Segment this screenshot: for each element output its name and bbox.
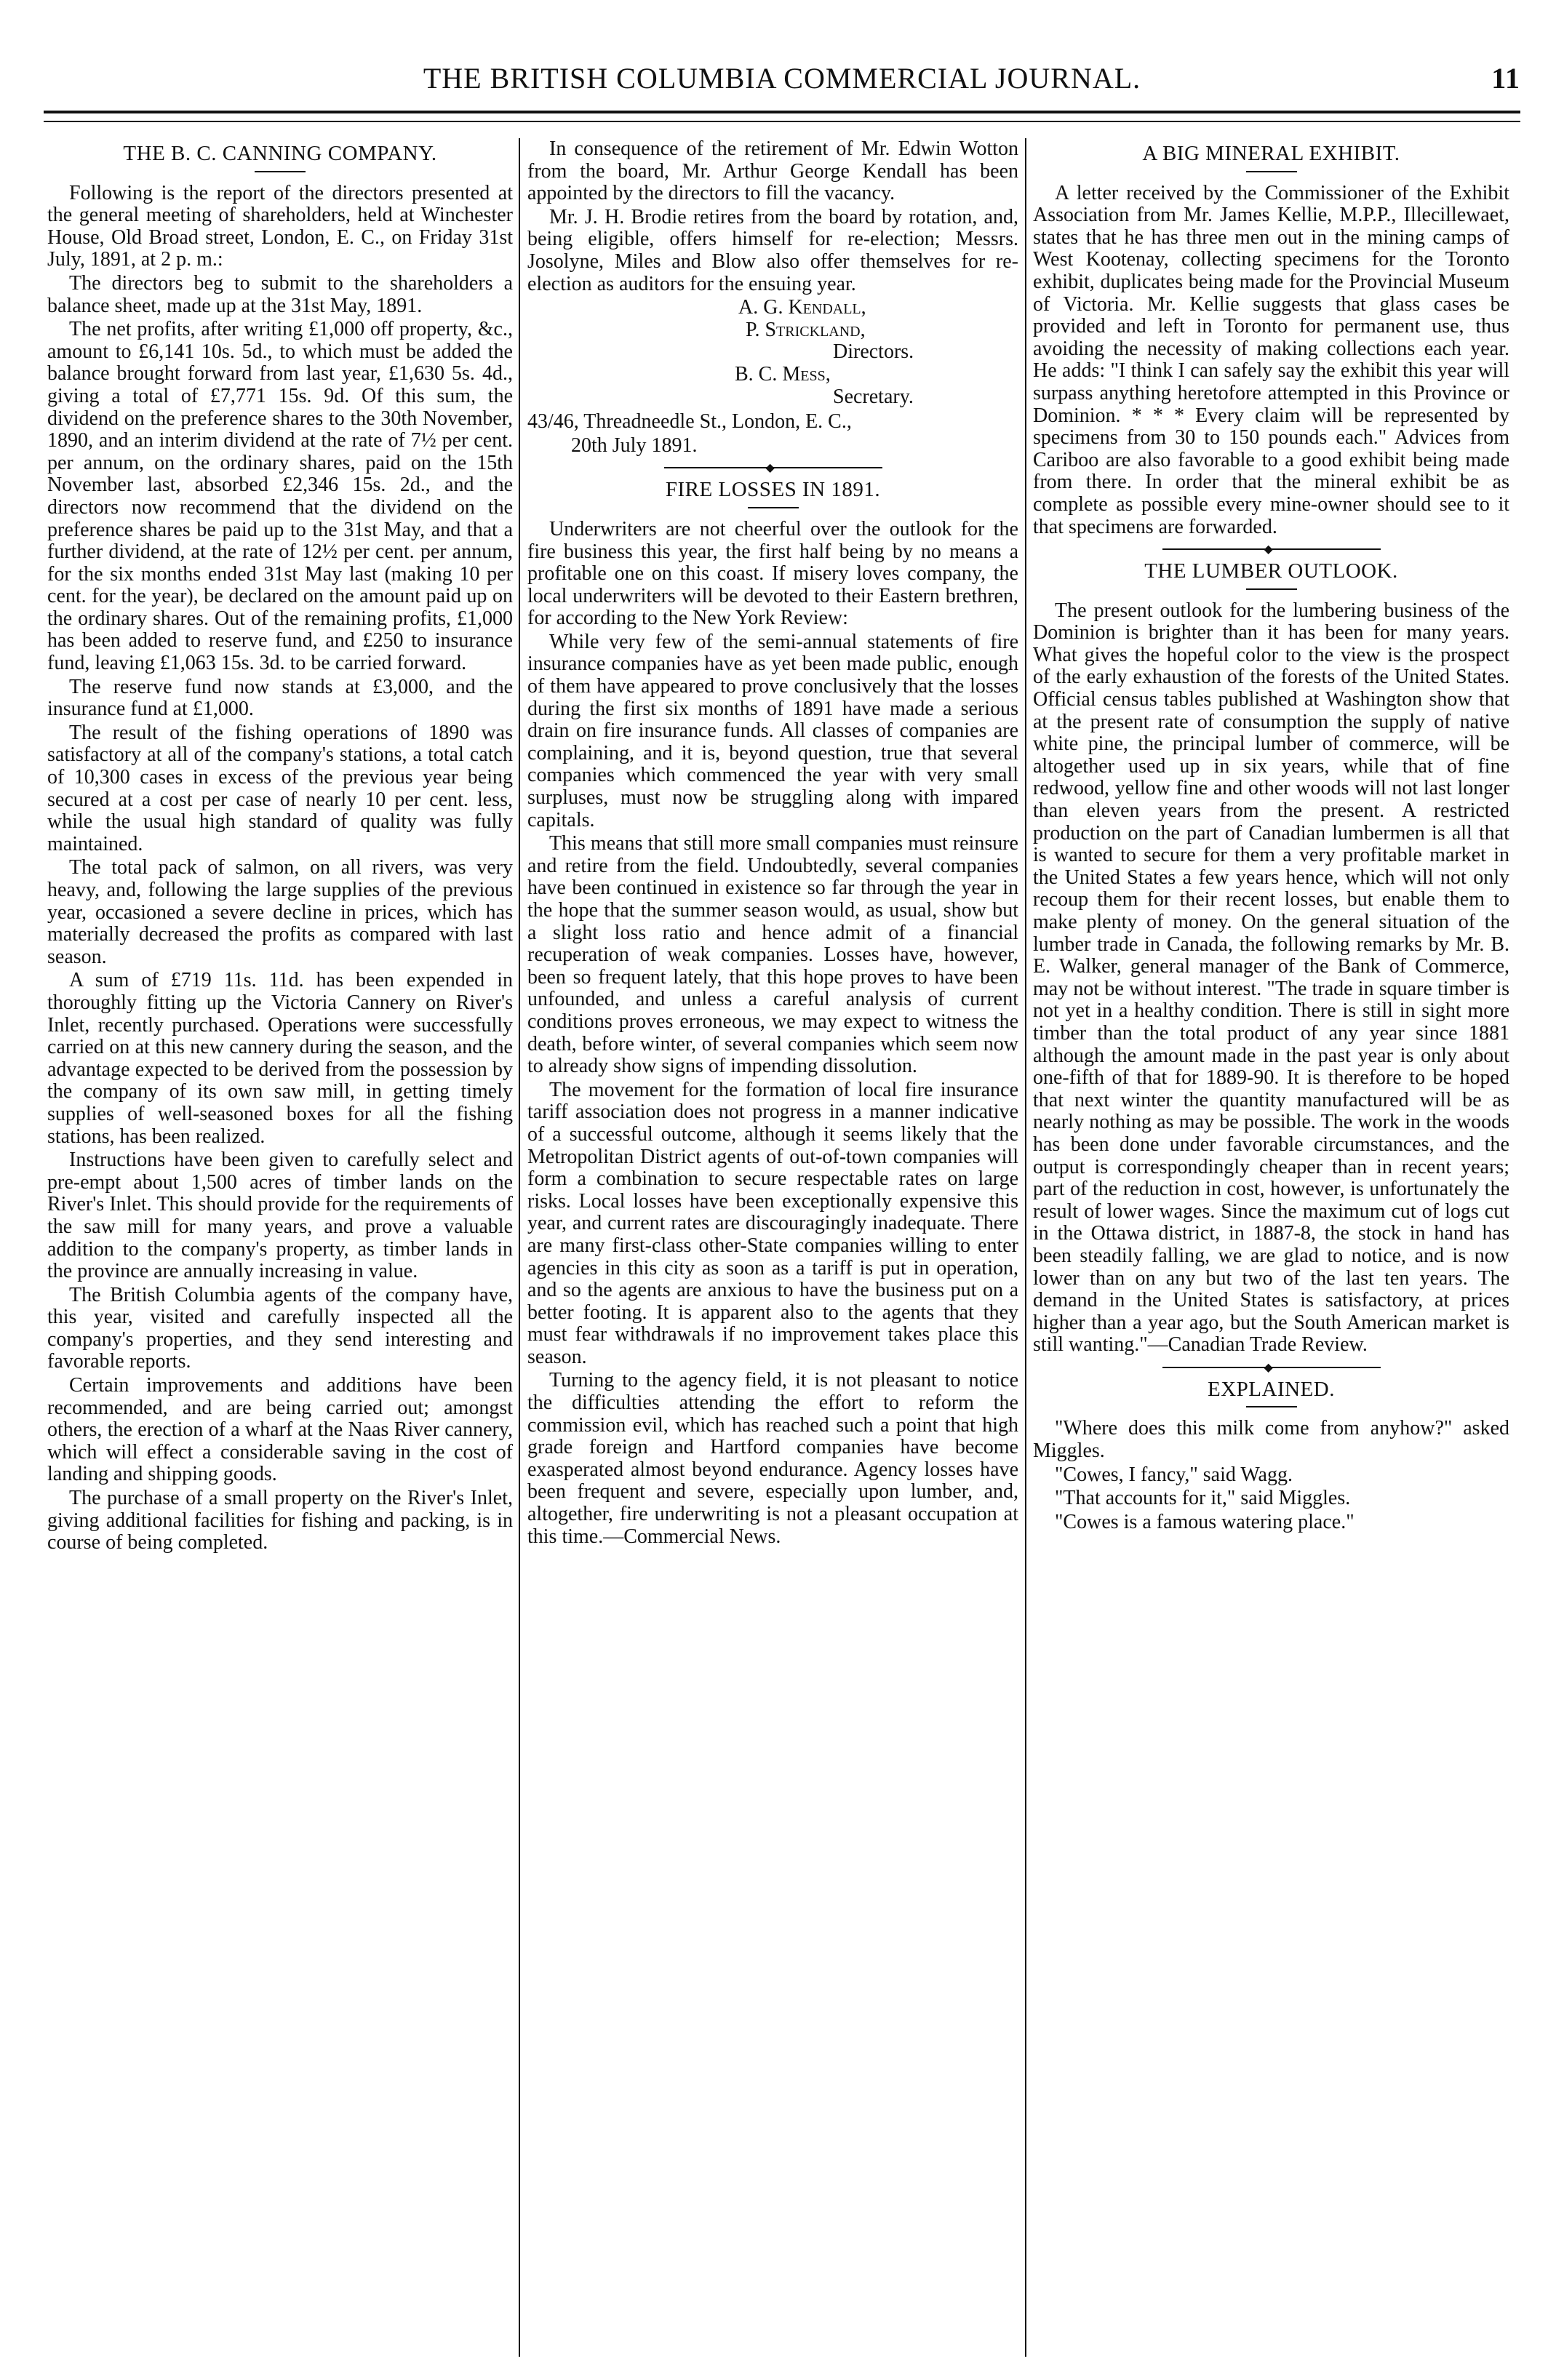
paragraph: Underwriters are not cheerful over the outlook for the fire business this year, the first half being by no means a profitable one on this coast. If misery loves company, the local underwriters will be devoted to their Eastern brethren, for according to the New York Review: bbox=[527, 517, 1018, 630]
paragraph: The British Columbia agents of the company have, this year, visited and carefully inspected all the company's properties, and they send interesting and favorable reports. bbox=[47, 1283, 513, 1373]
heading-dash bbox=[748, 507, 799, 508]
dialogue-line: "Where does this milk come from anyhow?" asked Miggles. bbox=[1033, 1417, 1509, 1463]
date-line: 20th July 1891. bbox=[571, 434, 698, 457]
paragraph: The movement for the formation of local fire insurance tariff association does not progress in a manner indicative of a successful outcome, although it seems likely that the Metropolitan District agents of out-of-town companies will form a combination to secure respectable rates on large risks. Local losses have been exceptionally expensive this year, and current rates are discouragingly inadequate. There are many first-class other-State companies willing to enter agencies in this city as soon as a tariff is put in operation, and so the agents are anxious to have the business put on a better footing. It is apparent also to the agents that they must fear withdrawals if no improvement takes place this season. bbox=[527, 1078, 1018, 1368]
paragraph: Turning to the agency field, it is not pleasant to notice the difficulties attending the effort to reform the commission evil, which has reached such a point that high grade foreign and Hartford companies have become exasperated almost beyond endurance. Agency losses have been frequent and severe, especially upon lumber, and, altogether, fire underwriting is not a pleasant occupation at this time.—Commercial News. bbox=[527, 1369, 1018, 1548]
masthead bbox=[44, 61, 1520, 105]
paragraph: Following is the report of the directors presented at the general meeting of shareholders, held at Winchester House, Old Broad street, London, E. C., on Friday 31st July, 1891, at 2 p. m.: bbox=[47, 181, 513, 271]
paragraph: The result of the fishing operations of 1890 was satisfactory at all of the company's stations, a total catch of 10,300 cases in excess of the previous year being secured at a cost per case of nearly 10 per cent. less, while the usual high standard of quality was fully maintained. bbox=[47, 721, 513, 855]
paragraph: While very few of the semi-annual statements of fire insurance companies have as yet been made public, enough of them have appeared to prove conclusively that the losses during the first six months of 1891 have made a serious drain on fire insurance funds. All classes of companies are complaining, and it is, beyond question, true that several companies which commenced the year with very small surpluses, must now be struggling along with impared capitals. bbox=[527, 630, 1018, 831]
paragraph: The directors beg to submit to the shareholders a balance sheet, made up at the 31st May, 1891. bbox=[47, 271, 513, 317]
signature-directors: Directors. bbox=[833, 340, 914, 364]
heading-dash bbox=[1246, 1406, 1297, 1407]
heading-dash bbox=[255, 171, 306, 172]
signature-strickland: P. Strickland, bbox=[746, 318, 866, 341]
section-separator bbox=[664, 467, 882, 468]
paragraph: Instructions have been given to carefully select and pre-empt about 1,500 acres of timber lands on the River's Inlet. This should provide for the requirements of the saw mill for many years, and prove a valuable addition to the company's property, as timber lands in the province are annually increasing in value. bbox=[47, 1149, 513, 1283]
dialogue-line: "Cowes is a famous watering place." bbox=[1055, 1510, 1354, 1533]
paragraph: A sum of £719 11s. 11d. has been expended in thoroughly fitting up the Victoria Cannery on River's Inlet, recently purchased. Operations were successfully carried on at this new cannery during the season, and the advantage expected to be derived from the possession by the company of its own saw mill, in getting timely supplies of well-seasoned boxes for all the fishing stations, has been realized. bbox=[47, 969, 513, 1148]
dialogue-line: "That accounts for it," said Miggles. bbox=[1055, 1487, 1351, 1510]
dialogue-line: "Cowes, I fancy," said Wagg. bbox=[1055, 1463, 1293, 1486]
heading-dash bbox=[1246, 171, 1297, 172]
column-divider bbox=[1025, 138, 1026, 2357]
paragraph: The net profits, after writing £1,000 off property, &c., amount to £6,141 10s. 5d., to which must be added the balance brought forward from last year, £1,630 5s. 4d., giving a total of £7,771 15s. 9d. Of this sum, the dividend on the preference shares to the 30th November, 1890, and an interim dividend at the rate of 7½ per cent. per annum, on the ordinary shares, paid on the 15th November last, absorbed £2,346 15s. 2d., and the directors now recommend that the dividend on the preference shares be paid up to the 31st May, and that a further dividend, at the rate of 12½ per cent. per annum, for the six months ended 31st May last (making 10 per cent. for the year), be declared on the amount paid up on the ordinary shares. Out of the remaining profits, £1,000 has been added to reserve fund, and £250 to insurance fund, leaving £1,063 15s. 3d. to be carried forward. bbox=[47, 318, 513, 675]
column-3 bbox=[1033, 138, 1509, 2357]
paragraph: The purchase of a small property on the River's Inlet, giving additional facilities for fishing and packing, is in course of being completed. bbox=[47, 1487, 513, 1554]
signature-secretary: Secretary. bbox=[833, 385, 914, 408]
article-heading-lumber: THE LUMBER OUTLOOK. bbox=[1144, 559, 1398, 583]
article-heading-mineral: A BIG MINERAL EXHIBIT. bbox=[1142, 142, 1400, 165]
paragraph: Mr. J. H. Brodie retires from the board by rotation, and, being eligible, offers himself for re-election; Messrs. Josolyne, Miles and Blow also offer themselves for re-election as auditors for the ensuing year. bbox=[527, 205, 1018, 295]
signature-mess: B. C. Mess, bbox=[735, 362, 831, 386]
signature-kendall: A. G. Kendall, bbox=[738, 296, 866, 319]
article-heading-canning: THE B. C. CANNING COMPANY. bbox=[123, 142, 437, 165]
article-heading-fire: FIRE LOSSES IN 1891. bbox=[665, 478, 881, 502]
paragraph: This means that still more small companies must reinsure and retire from the field. Undoubtedly, several companies have been continued in existence so far through the year in the hope that the summer season would, as usual, show but a slight loss ratio and hence admit of a financial recuperation of weak companies. Losses have, however, been so frequent lately, that this hope proves to have been unfounded, and unless a careful analysis of current conditions proves erroneous, we may expect to witness the death, before winter, of several companies which seem now to already show signs of impending dissolution. bbox=[527, 832, 1018, 1078]
page-number: 11 bbox=[1491, 62, 1520, 95]
paragraph: A letter received by the Commissioner of the Exhibit Association from Mr. James Kellie, M.P.P., Illecillewaet, states that he has three men out in the mining camps of West Kootenay, collecting specimens for the Toronto exhibit, duplicates being made for the Provincial Museum of Victoria. Mr. Kellie suggests that glass cases be provided and left in Toronto for permanent use, thus avoiding the necessity of making collections each year. He adds: "I think I can safely say the exhibit this year will surpass anything heretofore attempted in this Province or Dominion. * * * Every claim will be represented by specimens from 30 to 150 pounds each." Advices from Cariboo are also favorable to a good exhibit being made from there. In order that the mineral exhibit be as complete as possible every mine-owner should see to it that specimens are forwarded. bbox=[1033, 181, 1509, 538]
paragraph: Certain improvements and additions have been recommended, and are being carried out; amongst others, the erection of a wharf at the Naas River cannery, which will effect a considerable saving in the cost of landing and shipping goods. bbox=[47, 1374, 513, 1486]
paragraph: The present outlook for the lumbering business of the Dominion is brighter than it has been for many years. What gives the hopeful color to the view is the prospect of the early exhaustion of the forests of the United States. Official census tables published at Washington show that at the present rate of consumption the supply of native white pine, the principal lumber of commerce, will be altogether used up in six years, while that of fine redwood, yellow fine and other woods will not last longer than eleven years from the present. A restricted production on the part of Canadian lumbermen is all that is wanted to secure for them a very profitable market in the United States a few years hence, which will not only recoup them for their recent losses, but enable them to make plenty of money. On the general situation of the lumber trade in Canada, the following remarks by Mr. B. E. Walker, general manager of the Bank of Commerce, may not be without interest. "The trade in square timber is not yet in a healthy condition. There is still in sight more timber than the total product of any year since 1881 although the amount made in the past year is only about one-fifth of that for 1889-90. It is therefore to be hoped that next winter the quantity manufactured will be as nearly nothing as may be possible. The work in the woods has been done under favorable circumstances, and the output is correspondingly cheaper than in recent years; part of the reduction in cost, however, is unfortunately the result of lower wages. Since the maximum cut of logs cut in the Ottawa district, in 1887-8, the stock in hand has been steadily falling, we are glad to notice, and is now lower than on any but two of the last ten years. The demand in the United States is satisfactory, at prices higher than a year ago, but the South American market is still wanting."—Canadian Trade Review. bbox=[1033, 599, 1509, 1357]
masthead-rule bbox=[44, 111, 1520, 113]
column-2 bbox=[527, 138, 1018, 2357]
section-separator bbox=[1162, 1367, 1381, 1368]
journal-title: THE BRITISH COLUMBIA COMMERCIAL JOURNAL. bbox=[423, 62, 1141, 95]
article-heading-explained: EXPLAINED. bbox=[1208, 1377, 1335, 1401]
paragraph: In consequence of the retirement of Mr. Edwin Wotton from the board, Mr. Arthur George Kendall has been appointed by the directors to fill the vacancy. bbox=[527, 138, 1018, 205]
masthead-rule-thin bbox=[44, 121, 1520, 122]
paragraph: The total pack of salmon, on all rivers, was very heavy, and, following the large supplies of the previous year, occasioned a severe decline in prices, which has materially decreased the profits as compared with last season. bbox=[47, 856, 513, 968]
column-1 bbox=[47, 138, 513, 2357]
paragraph: The reserve fund now stands at £3,000, and the insurance fund at £1,000. bbox=[47, 675, 513, 721]
column-divider bbox=[519, 138, 520, 2357]
address-line: 43/46, Threadneedle St., London, E. C., bbox=[527, 410, 852, 434]
heading-dash bbox=[1246, 588, 1297, 590]
section-separator bbox=[1162, 548, 1381, 550]
